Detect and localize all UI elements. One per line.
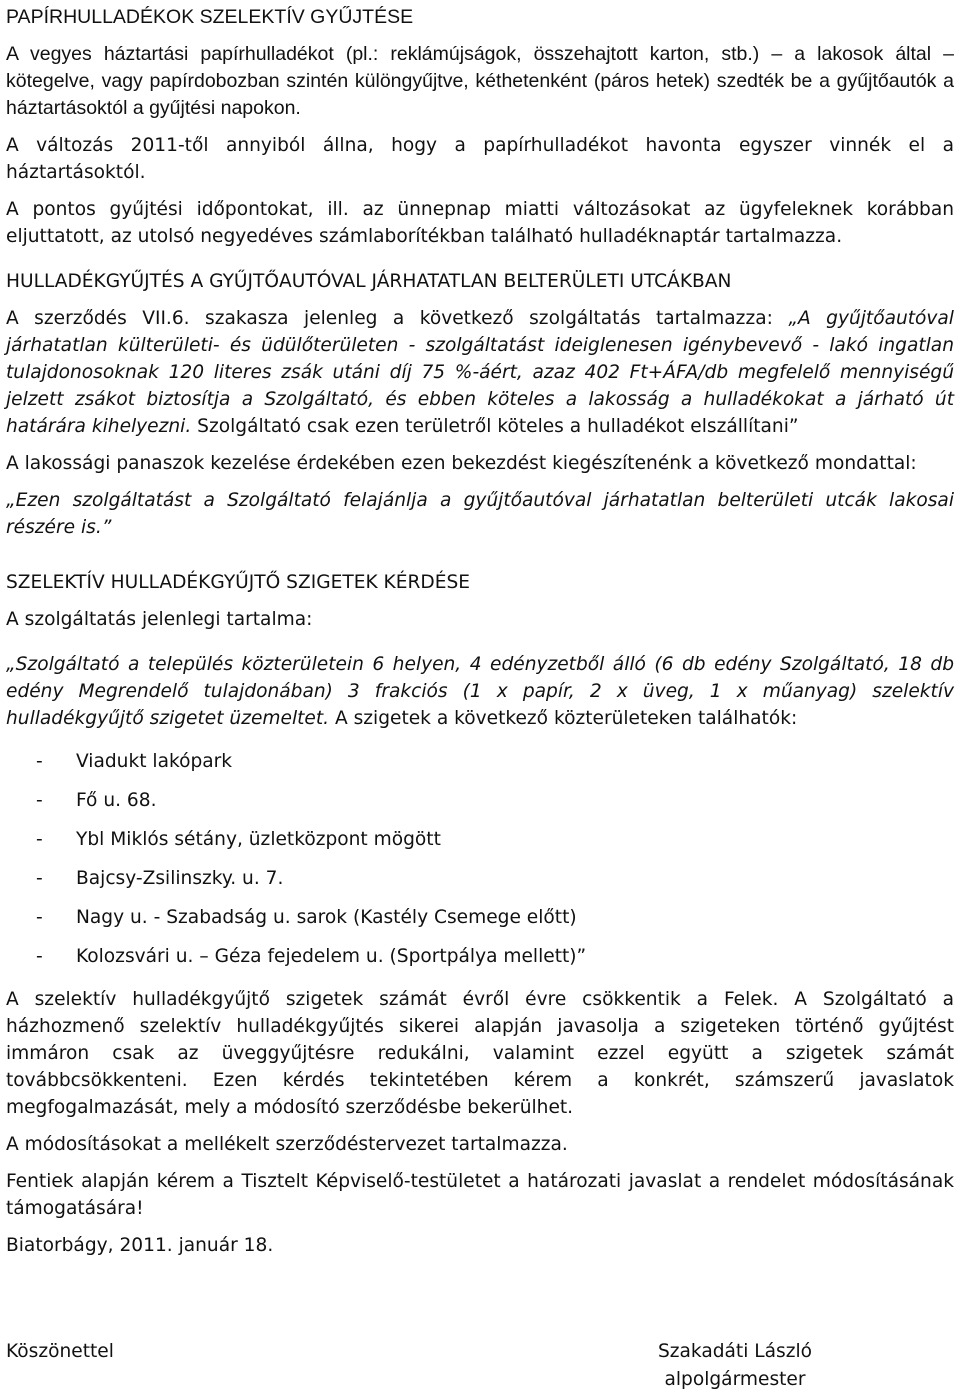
bullet-dash: - bbox=[36, 790, 43, 811]
paragraph-quote: „Ezen szolgáltatást a Szolgáltató felajánlja a gyűjtőautóval járhatatlan belterületi utcák lakosai részére is.” bbox=[6, 490, 954, 538]
section-heading-paper: PAPÍRHULLADÉKOK SZELEKTÍV GYŰJTÉSE bbox=[6, 6, 414, 28]
bullet-dash: - bbox=[36, 868, 43, 889]
paragraph-service-quote bbox=[6, 651, 954, 732]
paragraph: A változás 2011-től annyiból állna, hogy a papírhulladékot havonta egyszer vinnék el a háztartásoktól. bbox=[6, 135, 954, 183]
closing-text: Köszönettel bbox=[6, 1341, 114, 1362]
paragraph: A szelektív hulladékgyűjtő szigetek számát évről évre csökkentik a Felek. A Szolgáltató a házhozmenő szelektív hulladékgyűjtés sikerei alapján javasolja a szigeteken történő gyűjtést immáron csak az üveggyűjtésre redukálni, valamint ezzel együtt a szigetek számát továbbcsökkenteni. Ezen kérdés tekintetében kérem a konkrét, számszerű javaslatok megfogalmazását, mely a módosító szerződésbe bekerülhet. bbox=[6, 989, 954, 1118]
paragraph: A szolgáltatás jelenlegi tartalma: bbox=[6, 609, 313, 630]
paragraph-contract-clause bbox=[6, 305, 954, 440]
paragraph: A lakossági panaszok kezelése érdekében ezen bekezdést kiegészítenénk a következő mondattal: bbox=[6, 453, 917, 474]
clause-intro: A szerződés VII.6. szakasza jelenleg a következő szolgáltatás tartalmazza: bbox=[6, 308, 789, 329]
paragraph: A módosításokat a mellékelt szerződéstervezet tartalmazza. bbox=[6, 1134, 568, 1155]
list-item bbox=[6, 781, 954, 820]
paragraph: A pontos gyűjtési időpontokat, ill. az ünnepnap miatti változásokat az ügyfeleknek korábban eljuttatott, az utolsó negyedéves számlaborítékban található hulladéknaptár tartalmazza. bbox=[6, 199, 954, 247]
service-tail: A szigetek a következő közterületeken találhatók: bbox=[334, 708, 798, 729]
paragraph: A vegyes háztartási papírhulladékot (pl.: reklámújságok, összehajtott karton, stb.) – a lakosok által – kötegelve, vagy papírdobozban szintén különgyűjtve, kéthetenként (páros hetek) szedték be a gyűjtőautók a háztartásoktól a gyűjtési napokon. bbox=[6, 43, 954, 119]
signer bbox=[650, 1338, 820, 1394]
clause-tail: Szolgáltató csak ezen területről köteles a hulladékot elszállítani” bbox=[197, 416, 799, 437]
bullet-dash: - bbox=[36, 751, 43, 772]
bullet-dash: - bbox=[36, 946, 43, 967]
list-item bbox=[6, 937, 954, 976]
section-heading-outskirts: HULLADÉKGYŰJTÉS A GYŰJTŐAUTÓVAL JÁRHATATLAN BELTERÜLETI UTCÁKBAN bbox=[6, 271, 732, 292]
paragraph: Fentiek alapján kérem a Tisztelt Képviselő-testületet a határozati javaslat a rendelet módosításának támogatására! bbox=[6, 1171, 954, 1219]
bullet-dash: - bbox=[36, 829, 43, 850]
signer-title: alpolgármester bbox=[664, 1369, 806, 1390]
list-item bbox=[6, 898, 954, 937]
bullet-dash: - bbox=[36, 907, 43, 928]
section-heading-islands: SZELEKTÍV HULLADÉKGYŰJTŐ SZIGETEK KÉRDÉSE bbox=[6, 572, 471, 593]
location-name: Kolozsvári u. – Géza fejedelem u. (Sportpálya mellett)” bbox=[76, 946, 587, 967]
location-name: Fő u. 68. bbox=[76, 790, 157, 811]
signer-name: Szakadáti László bbox=[657, 1341, 813, 1362]
signature-block bbox=[6, 1338, 954, 1398]
service-quote: „Szolgáltató a település közterületein 6 helyen, 4 edényzetből álló (6 db edény Szolgáltató, 18 db edény Megrendelő tulajdonában) 3 frakciós (1 x papír, 2 x üveg, 1 x műanyag) szelektív hulladékgyűjtő szigetet üzemeltet. bbox=[6, 654, 954, 729]
list-item bbox=[6, 742, 954, 781]
location-name: Bajcsy-Zsilinszky. u. 7. bbox=[76, 868, 284, 889]
date-line: Biatorbágy, 2011. január 18. bbox=[6, 1235, 274, 1256]
list-item bbox=[6, 859, 954, 898]
list-item bbox=[6, 820, 954, 859]
location-name: Nagy u. - Szabadság u. sarok (Kastély Csemege előtt) bbox=[76, 907, 577, 928]
location-name: Viadukt lakópark bbox=[76, 751, 233, 772]
clause-quote: „A gyűjtőautóval járhatatlan külterületi- és üdülőterületen - szolgáltatást ideiglenesen igénybevevő - lakó ingatlan tulajdonosoknak 120 literes zsák utáni díj 75 %-áért, azaz 402 Ft+ÁFA/db megfelelő mennyiségű jelzett zsákot biztosítja a Szolgáltató, és ebben köteles a lakosság a hulladékokat a járható út határára kihelyezni. bbox=[6, 308, 954, 437]
location-list bbox=[6, 742, 954, 976]
location-name: Ybl Miklós sétány, üzletközpont mögött bbox=[76, 829, 441, 850]
document-body bbox=[6, 4, 954, 1259]
